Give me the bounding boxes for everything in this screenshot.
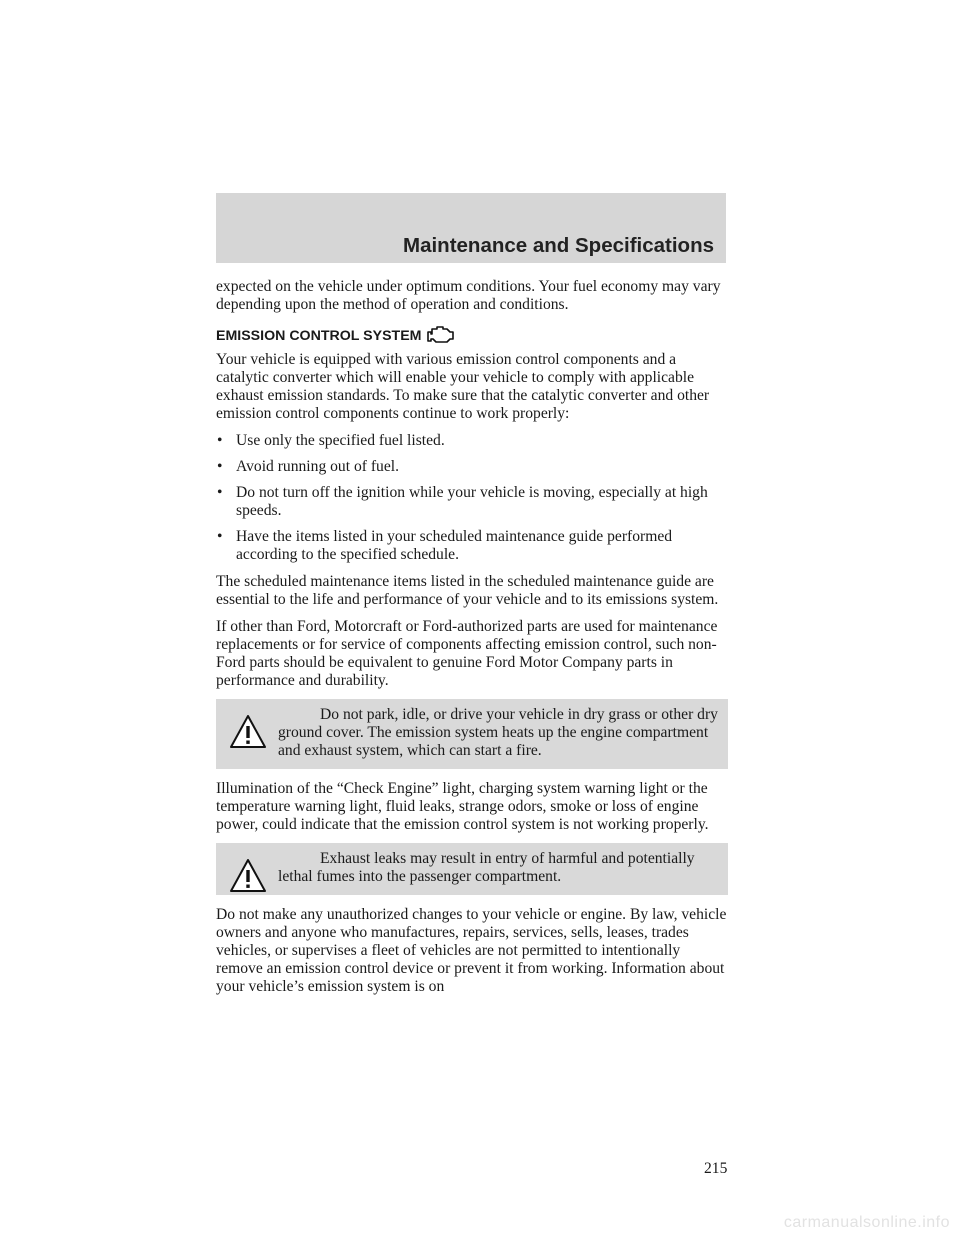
list-item-text: Avoid running out of fuel.: [236, 458, 399, 475]
bullet-glyph: •: [217, 528, 223, 545]
intro-paragraph: expected on the vehicle under optimum conditions. Your fuel economy may vary depending upon the method of operation and conditions.: [216, 278, 721, 313]
section-heading-text: EMISSION CONTROL SYSTEM: [216, 328, 422, 344]
list-item: [216, 432, 728, 450]
section-heading: [216, 325, 728, 345]
watermark: carmanualsonline.info: [783, 1214, 950, 1231]
emission-bullet-list: [216, 432, 728, 564]
warning-box-fire: [216, 699, 728, 769]
warning-text-exhaust: Exhaust leaks may result in entry of harmful and potentially lethal fumes into the passenger compartment.: [278, 850, 695, 885]
bullet-glyph: •: [217, 432, 223, 449]
warning-triangle-icon: [228, 712, 268, 752]
list-item: [216, 458, 728, 476]
emission-paragraph-3: If other than Ford, Motorcraft or Ford-authorized parts are used for maintenance replacements or for service of components affecting emission control, such non-Ford parts should be equivalent to genuine Ford Motor Company parts in performance and durability.: [216, 618, 718, 689]
page-content: [216, 278, 728, 1005]
list-item-text: Have the items listed in your scheduled maintenance guide performed according to the specified schedule.: [236, 528, 673, 563]
page-number: 215: [704, 1160, 728, 1177]
emission-paragraph-5: Do not make any unauthorized changes to your vehicle or engine. By law, vehicle owners and anyone who manufactures, repairs, services, sells, leases, trades vehicles, or supervises a fleet of vehicles are not permitted to intentionally remove an emission control device or prevent it from working. Information about your vehicle’s emission system is on: [216, 906, 727, 995]
list-item-text: Use only the specified fuel listed.: [236, 432, 445, 449]
list-item-text: Do not turn off the ignition while your vehicle is moving, especially at high speeds.: [236, 484, 708, 519]
list-item: [216, 484, 728, 520]
warning-triangle-icon: [228, 856, 268, 896]
section-header-bar: [216, 193, 726, 263]
list-item: [216, 528, 728, 564]
bullet-glyph: •: [217, 458, 223, 475]
emission-paragraph-4: Illumination of the “Check Engine” light, charging system warning light or the temperature warning light, fluid leaks, strange odors, smoke or loss of engine power, could indicate that the emission control system is not working properly.: [216, 780, 709, 833]
warning-text-fire: Do not park, idle, or drive your vehicle in dry grass or other dry ground cover. The emission system heats up the engine compartment and exhaust system, which can start a fire.: [278, 706, 718, 759]
warning-box-exhaust: [216, 843, 728, 895]
emission-paragraph-1: Your vehicle is equipped with various emission control components and a catalytic converter which will enable your vehicle to comply with applicable exhaust emission standards. To make sure that the catalytic converter and other emission control components continue to work properly:: [216, 351, 710, 422]
emission-paragraph-2: The scheduled maintenance items listed in the scheduled maintenance guide are essential to the life and performance of your vehicle and to its emissions system.: [216, 573, 719, 608]
check-engine-icon: [426, 324, 456, 344]
header-title: Maintenance and Specifications: [403, 234, 714, 257]
bullet-glyph: •: [217, 484, 223, 501]
